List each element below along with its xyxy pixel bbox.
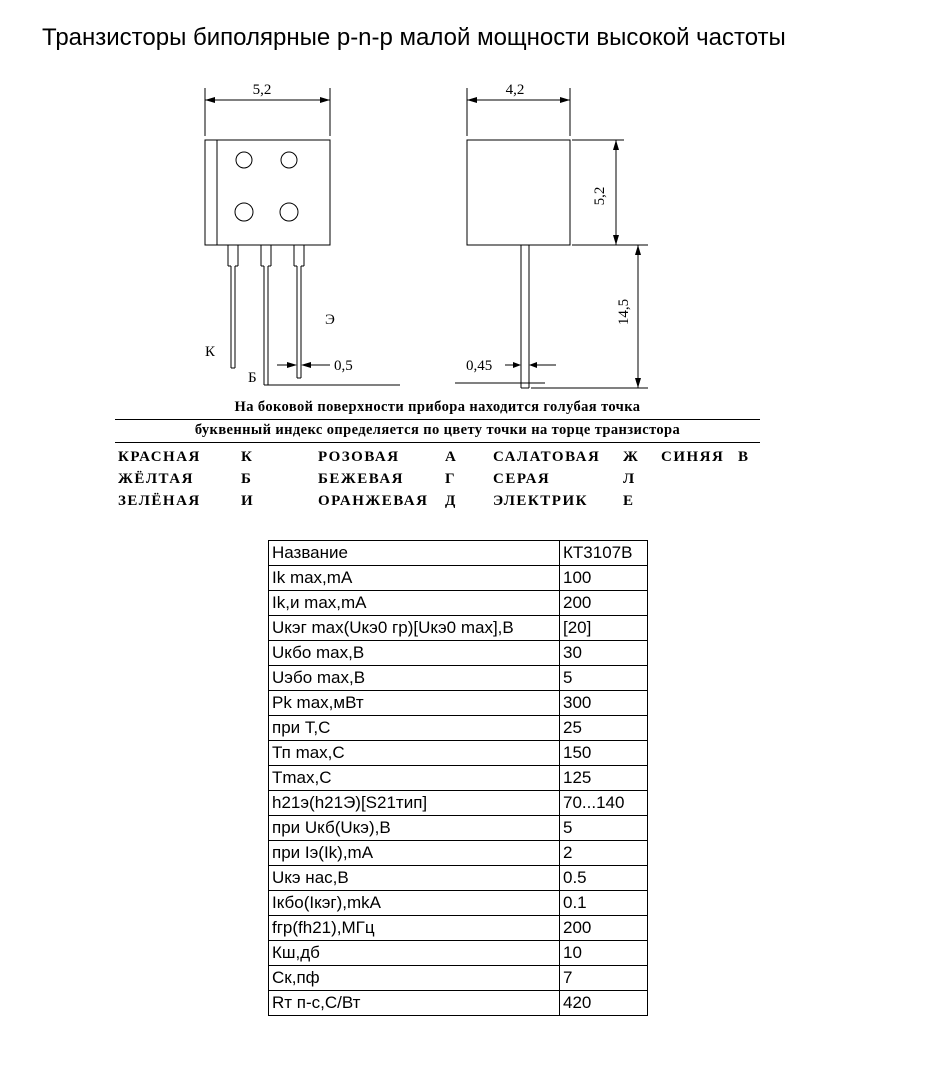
front-view-drawing: [205, 82, 400, 386]
front-width-dimension: [205, 82, 330, 136]
table-row: [269, 841, 648, 866]
param-name: Название: [269, 541, 560, 566]
param-value: 200: [560, 591, 648, 616]
table-row: [269, 716, 648, 741]
table-row: [269, 941, 648, 966]
color-index: Д: [445, 493, 457, 509]
side-width-dim-label: 4,2: [505, 82, 525, 98]
table-row: [269, 666, 648, 691]
param-name: при Iэ(Ik),mA: [269, 841, 560, 866]
param-value: 300: [560, 691, 648, 716]
table-row: [269, 966, 648, 991]
collector-lead-label: К: [205, 344, 216, 360]
param-name: Uкэ нас,B: [269, 866, 560, 891]
front-lead-width-dim-label: 0,5: [334, 358, 353, 374]
table-row: [269, 691, 648, 716]
table-row: [269, 916, 648, 941]
side-lead-length-dim-label: 14,5: [616, 298, 632, 326]
color-name: ЭЛЕКТРИК: [493, 493, 588, 509]
table-row: [269, 641, 648, 666]
side-view-drawing: [455, 82, 648, 388]
color-name: КРАСНАЯ: [118, 449, 201, 465]
param-name: h21э(h21Э)[S21тип]: [269, 791, 560, 816]
color-name: РОЗОВАЯ: [318, 449, 400, 465]
param-name: при Т,С: [269, 716, 560, 741]
side-package-body: [467, 140, 570, 245]
param-name: Uкэг max(Uкэ0 гр)[Uкэ0 max],B: [269, 616, 560, 641]
emitter-lead-label: Э: [325, 312, 335, 328]
color-name: [661, 493, 738, 515]
color-name: ОРАНЖЕВАЯ: [318, 493, 429, 509]
param-value: 0.1: [560, 891, 648, 916]
side-body-height-dimension: [592, 140, 619, 245]
page-title: Транзисторы биполярные p-n-p малой мощности высокой частоты: [42, 24, 786, 51]
param-value: 70...140: [560, 791, 648, 816]
color-index: И: [241, 493, 255, 509]
param-value: 200: [560, 916, 648, 941]
param-name: при Uкб(Uкэ),B: [269, 816, 560, 841]
param-value: 100: [560, 566, 648, 591]
table-row: [269, 616, 648, 641]
param-value: 5: [560, 666, 648, 691]
color-name: САЛАТОВАЯ: [493, 449, 601, 465]
table-row: [269, 866, 648, 891]
color-index: А: [445, 449, 458, 465]
param-value: 2: [560, 841, 648, 866]
color-index: Б: [241, 471, 253, 487]
param-value: 125: [560, 766, 648, 791]
param-value: 420: [560, 991, 648, 1016]
param-value: КТ3107В: [560, 541, 648, 566]
color-index: Ж: [623, 449, 640, 465]
param-name: Uкбо max,B: [269, 641, 560, 666]
color-name: [661, 471, 738, 493]
collector-lead: [228, 245, 238, 368]
table-row: [269, 891, 648, 916]
emitter-lead: [294, 245, 304, 378]
side-lead-thickness-dimension: [455, 358, 556, 383]
param-name: fгр(fh21),МГц: [269, 916, 560, 941]
front-lead-width-dimension: [268, 358, 400, 385]
table-row: [269, 816, 648, 841]
note-line-2: буквенный индекс определяется по цвету точки на торце транзистора: [115, 422, 760, 443]
color-name: ЗЕЛЁНАЯ: [118, 493, 201, 509]
color-index: В: [738, 449, 750, 465]
param-name: Uэбо max,B: [269, 666, 560, 691]
marking-notes: [115, 399, 760, 445]
base-lead-label: Б: [248, 370, 257, 386]
color-name: ЖЁЛТАЯ: [118, 471, 194, 487]
table-row: [269, 591, 648, 616]
side-lead: [521, 245, 529, 388]
param-value: [20]: [560, 616, 648, 641]
color-index: К: [241, 449, 254, 465]
color-index: [738, 493, 778, 515]
table-row: [269, 791, 648, 816]
param-name: Ik,и max,mA: [269, 591, 560, 616]
param-name: Iкбо(Iкэг),mkA: [269, 891, 560, 916]
table-row: [269, 566, 648, 591]
param-value: 0.5: [560, 866, 648, 891]
color-index: Г: [445, 471, 457, 487]
param-value: 5: [560, 816, 648, 841]
param-value: 7: [560, 966, 648, 991]
front-package-body: [205, 140, 330, 245]
color-name: БЕЖЕВАЯ: [318, 471, 404, 487]
table-row: [269, 991, 648, 1016]
note-line-1: На боковой поверхности прибора находится голубая точка: [115, 399, 760, 420]
side-width-dimension: [467, 82, 570, 136]
side-body-height-dim-label: 5,2: [592, 186, 608, 206]
color-index: [738, 471, 778, 493]
side-lead-length-dimension: [616, 245, 641, 388]
parameter-table: [268, 540, 648, 1016]
color-name: СИНЯЯ: [661, 449, 725, 465]
param-value: 10: [560, 941, 648, 966]
color-name: СЕРАЯ: [493, 471, 551, 487]
color-code-table: [118, 449, 778, 515]
front-width-dim-label: 5,2: [252, 82, 272, 98]
mounting-holes: [235, 152, 298, 221]
param-value: 30: [560, 641, 648, 666]
param-name: Tmax,С: [269, 766, 560, 791]
color-index: Е: [623, 493, 635, 509]
table-row: [269, 766, 648, 791]
table-row: [269, 541, 648, 566]
param-value: 25: [560, 716, 648, 741]
param-name: Ik max,mA: [269, 566, 560, 591]
param-name: Pk max,мВт: [269, 691, 560, 716]
param-name: Ск,пф: [269, 966, 560, 991]
param-value: 150: [560, 741, 648, 766]
side-lead-thickness-dim-label: 0,45: [466, 358, 493, 374]
param-name: Кш,дб: [269, 941, 560, 966]
color-index: Л: [623, 471, 636, 487]
param-name: Rт п-с,С/Вт: [269, 991, 560, 1016]
param-name: Тп max,С: [269, 741, 560, 766]
table-row: [269, 741, 648, 766]
package-outline-drawing: [0, 70, 932, 405]
base-lead: [261, 245, 271, 385]
